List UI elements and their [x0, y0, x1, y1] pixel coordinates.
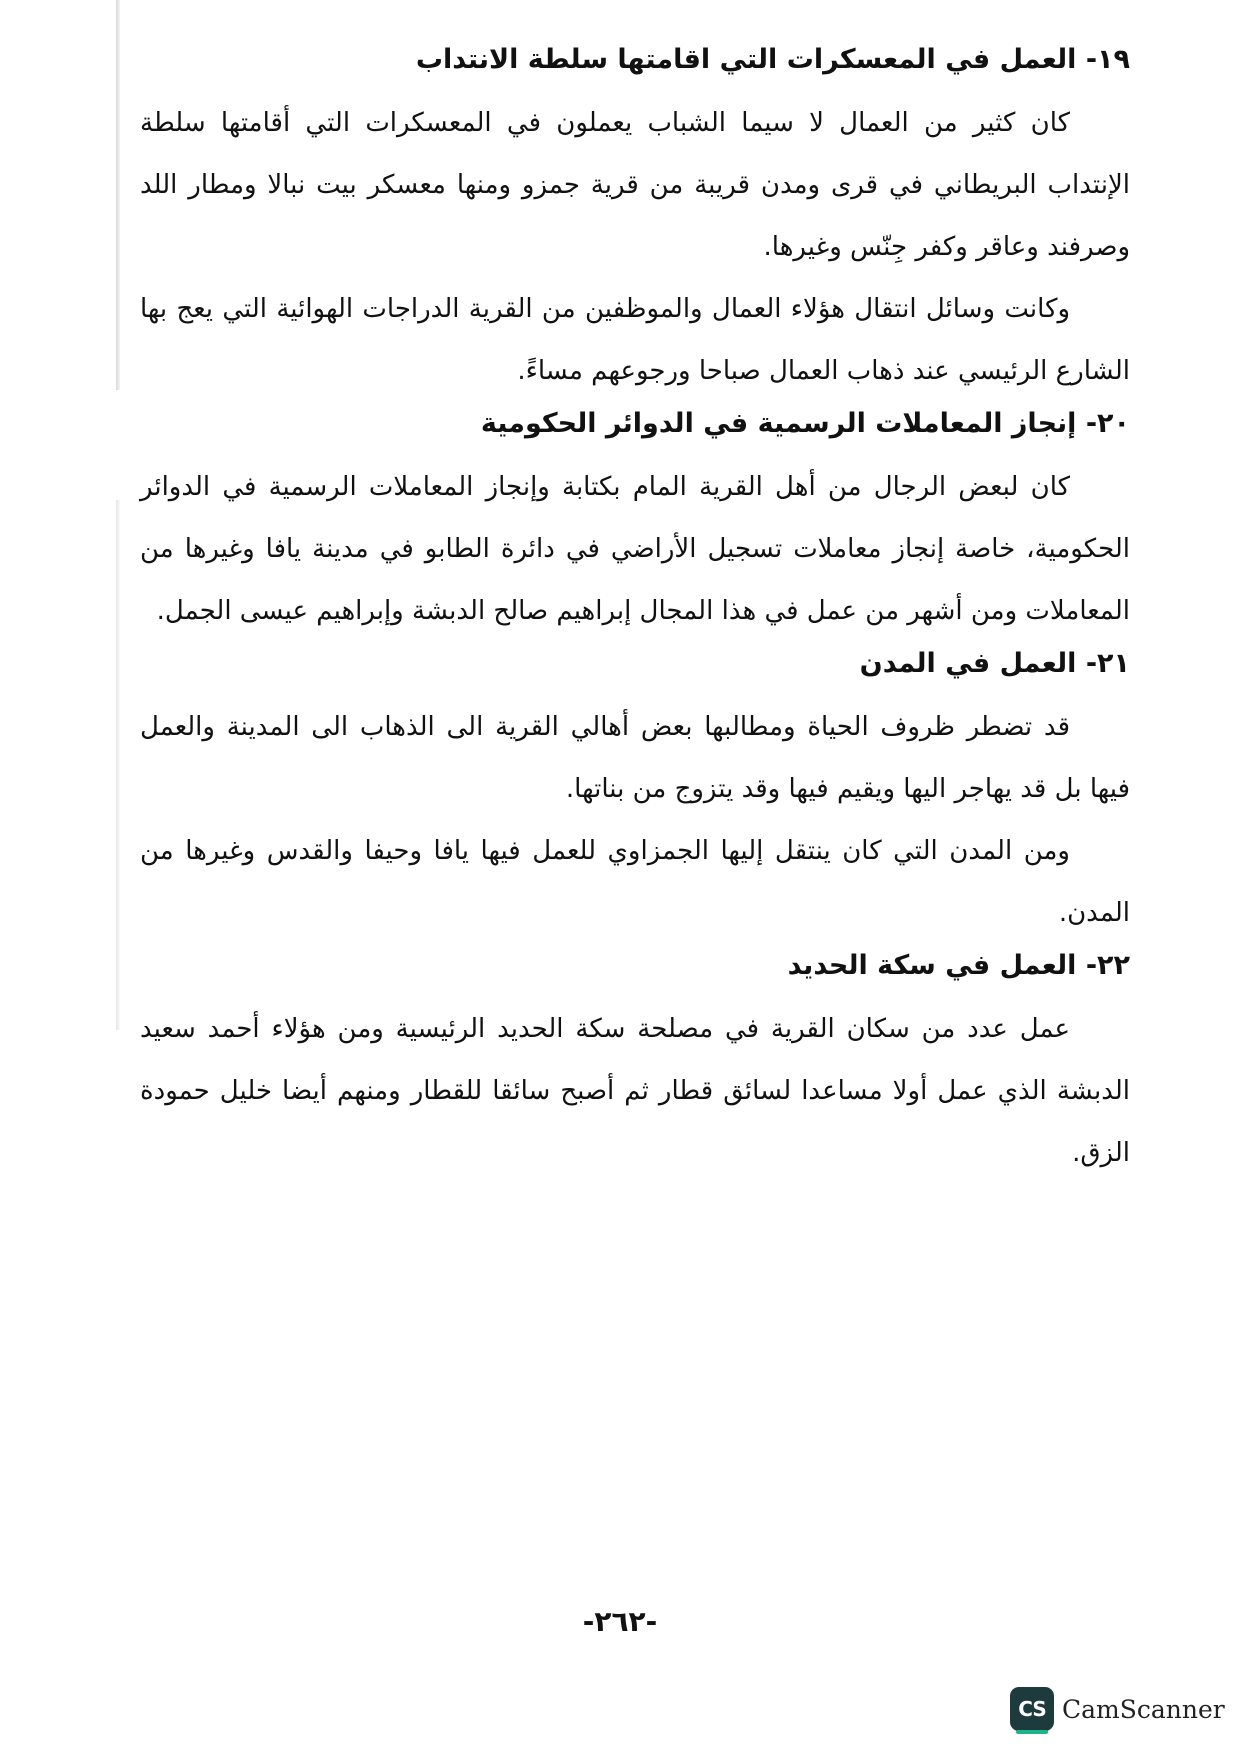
scan-edge-shadow-lower — [116, 500, 120, 1030]
section-20 — [140, 402, 1130, 642]
scan-edge-shadow — [116, 0, 120, 390]
paragraph: قد تضطر ظروف الحياة ومطالبها بعض أهالي القرية الى الذهاب الى المدينة والعمل فيها بل قد يهاجر اليها ويقيم فيها وقد يتزوج من بناتها. — [140, 712, 1130, 804]
section-heading: ٢١- العمل في المدن — [859, 648, 1130, 679]
section-19 — [140, 38, 1130, 402]
section-heading: ٢٢- العمل في سكة الحديد — [787, 950, 1130, 981]
paragraph: وكانت وسائل انتقال هؤلاء العمال والموظفين من القرية الدراجات الهوائية التي يعج بها الشارع الرئيسي عند ذهاب العمال صباحا ورجوعهم مساءً. — [140, 294, 1130, 386]
camscanner-logo-icon: CS — [1010, 1687, 1054, 1731]
paragraph: كان كثير من العمال لا سيما الشباب يعملون في المعسكرات التي أقامتها سلطة الإنتداب البريطاني في قرى ومدن قريبة من قرية جمزو ومنها معسكر بيت نبالا ومطار اللد وصرفند وعاقر وكفر جِنّس وغيرها. — [140, 108, 1130, 262]
camscanner-name: CamScanner — [1062, 1694, 1225, 1724]
paragraph: كان لبعض الرجال من أهل القرية المام بكتابة وإنجاز المعاملات الرسمية في الدوائر الحكومية، خاصة إنجاز معاملات تسجيل الأراضي في دائرة الطابو في مدينة يافا وغيرها من المعاملات ومن أشهر من عمل في هذا المجال إبراهيم صالح الدبشة وإبراهيم عيسى الجمل. — [140, 472, 1130, 626]
document-body — [140, 38, 1130, 1184]
camscanner-watermark — [1010, 1684, 1225, 1734]
paragraph: عمل عدد من سكان القرية في مصلحة سكة الحديد الرئيسية ومن هؤلاء أحمد سعيد الدبشة الذي عمل أولا مساعدا لسائق قطار ثم أصبح سائقا للقطار ومنهم أيضا خليل حمودة الزق. — [140, 1014, 1130, 1168]
section-heading: ٢٠- إنجاز المعاملات الرسمية في الدوائر الحكومية — [480, 408, 1130, 439]
section-22 — [140, 944, 1130, 1184]
page-number: -٢٦٢- — [582, 1605, 658, 1638]
section-21 — [140, 642, 1130, 944]
section-heading: ١٩- العمل في المعسكرات التي اقامتها سلطة الانتداب — [415, 44, 1130, 75]
paragraph: ومن المدن التي كان ينتقل إليها الجمزاوي للعمل فيها يافا وحيفا والقدس وغيرها من المدن. — [140, 836, 1130, 928]
